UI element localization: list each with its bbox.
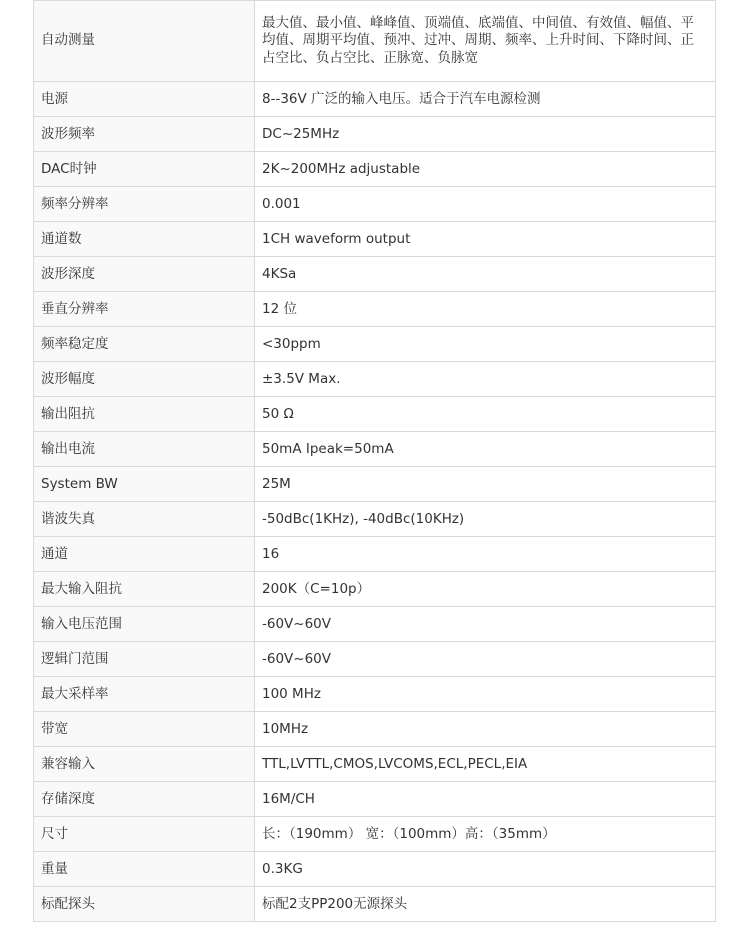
spec-label: 输入电压范围 bbox=[34, 607, 255, 642]
spec-value: 2K~200MHz adjustable bbox=[255, 152, 716, 187]
spec-value: 50 Ω bbox=[255, 397, 716, 432]
spec-label: 输出电流 bbox=[34, 432, 255, 467]
spec-row bbox=[34, 887, 716, 922]
spec-value: 4KSa bbox=[255, 257, 716, 292]
spec-value: -50dBc(1KHz), -40dBc(10KHz) bbox=[255, 502, 716, 537]
spec-label: 尺寸 bbox=[34, 817, 255, 852]
spec-value: 16M/CH bbox=[255, 782, 716, 817]
spec-value: <30ppm bbox=[255, 327, 716, 362]
spec-row bbox=[34, 82, 716, 117]
spec-row bbox=[34, 712, 716, 747]
spec-label: DAC时钟 bbox=[34, 152, 255, 187]
spec-row bbox=[34, 607, 716, 642]
spec-row bbox=[34, 1, 716, 82]
spec-value: 10MHz bbox=[255, 712, 716, 747]
spec-row bbox=[34, 362, 716, 397]
spec-value: DC~25MHz bbox=[255, 117, 716, 152]
spec-label: 标配探头 bbox=[34, 887, 255, 922]
spec-label: 最大采样率 bbox=[34, 677, 255, 712]
spec-value: 50mA Ipeak=50mA bbox=[255, 432, 716, 467]
spec-label: 带宽 bbox=[34, 712, 255, 747]
spec-label: 逻辑门范围 bbox=[34, 642, 255, 677]
spec-value: -60V~60V bbox=[255, 642, 716, 677]
spec-label: 通道 bbox=[34, 537, 255, 572]
spec-row bbox=[34, 502, 716, 537]
spec-table bbox=[33, 0, 716, 922]
spec-value: -60V~60V bbox=[255, 607, 716, 642]
spec-label: 通道数 bbox=[34, 222, 255, 257]
spec-row bbox=[34, 747, 716, 782]
spec-label: System BW bbox=[34, 467, 255, 502]
spec-value: 0.001 bbox=[255, 187, 716, 222]
spec-row bbox=[34, 852, 716, 887]
spec-value: TTL,LVTTL,CMOS,LVCOMS,ECL,PECL,EIA bbox=[255, 747, 716, 782]
spec-value: 100 MHz bbox=[255, 677, 716, 712]
spec-row bbox=[34, 327, 716, 362]
spec-value: 0.3KG bbox=[255, 852, 716, 887]
spec-value: 16 bbox=[255, 537, 716, 572]
spec-label: 输出阻抗 bbox=[34, 397, 255, 432]
spec-value: 12 位 bbox=[255, 292, 716, 327]
spec-row bbox=[34, 537, 716, 572]
spec-row bbox=[34, 467, 716, 502]
spec-label: 谐波失真 bbox=[34, 502, 255, 537]
spec-table-body bbox=[34, 1, 716, 922]
spec-row bbox=[34, 677, 716, 712]
spec-value: ±3.5V Max. bbox=[255, 362, 716, 397]
spec-row bbox=[34, 187, 716, 222]
spec-label: 波形频率 bbox=[34, 117, 255, 152]
spec-row bbox=[34, 432, 716, 467]
spec-value: 8--36V 广泛的输入电压。适合于汽车电源检测 bbox=[255, 82, 716, 117]
spec-value: 长：（190mm） 宽：（100mm）高：（35mm） bbox=[255, 817, 716, 852]
spec-value: 25M bbox=[255, 467, 716, 502]
spec-value: 最大值、最小值、峰峰值、顶端值、底端值、中间值、有效值、幅值、平均值、周期平均值、预冲、过冲、周期、频率、上升时间、下降时间、正占空比、负占空比、正脉宽、负脉宽 bbox=[255, 1, 716, 82]
spec-row bbox=[34, 292, 716, 327]
spec-label: 波形深度 bbox=[34, 257, 255, 292]
spec-row bbox=[34, 782, 716, 817]
spec-row bbox=[34, 152, 716, 187]
spec-label: 重量 bbox=[34, 852, 255, 887]
spec-label: 存储深度 bbox=[34, 782, 255, 817]
spec-label: 兼容输入 bbox=[34, 747, 255, 782]
spec-row bbox=[34, 222, 716, 257]
spec-label: 电源 bbox=[34, 82, 255, 117]
spec-row bbox=[34, 572, 716, 607]
spec-row bbox=[34, 117, 716, 152]
spec-label: 最大输入阻抗 bbox=[34, 572, 255, 607]
spec-label: 频率分辨率 bbox=[34, 187, 255, 222]
spec-row bbox=[34, 817, 716, 852]
spec-label: 自动测量 bbox=[34, 1, 255, 82]
spec-label: 垂直分辨率 bbox=[34, 292, 255, 327]
spec-value: 标配2支PP200无源探头 bbox=[255, 887, 716, 922]
spec-value: 1CH waveform output bbox=[255, 222, 716, 257]
spec-label: 频率稳定度 bbox=[34, 327, 255, 362]
spec-row bbox=[34, 257, 716, 292]
spec-value: 200K（C=10p） bbox=[255, 572, 716, 607]
spec-label: 波形幅度 bbox=[34, 362, 255, 397]
spec-row bbox=[34, 642, 716, 677]
spec-row bbox=[34, 397, 716, 432]
